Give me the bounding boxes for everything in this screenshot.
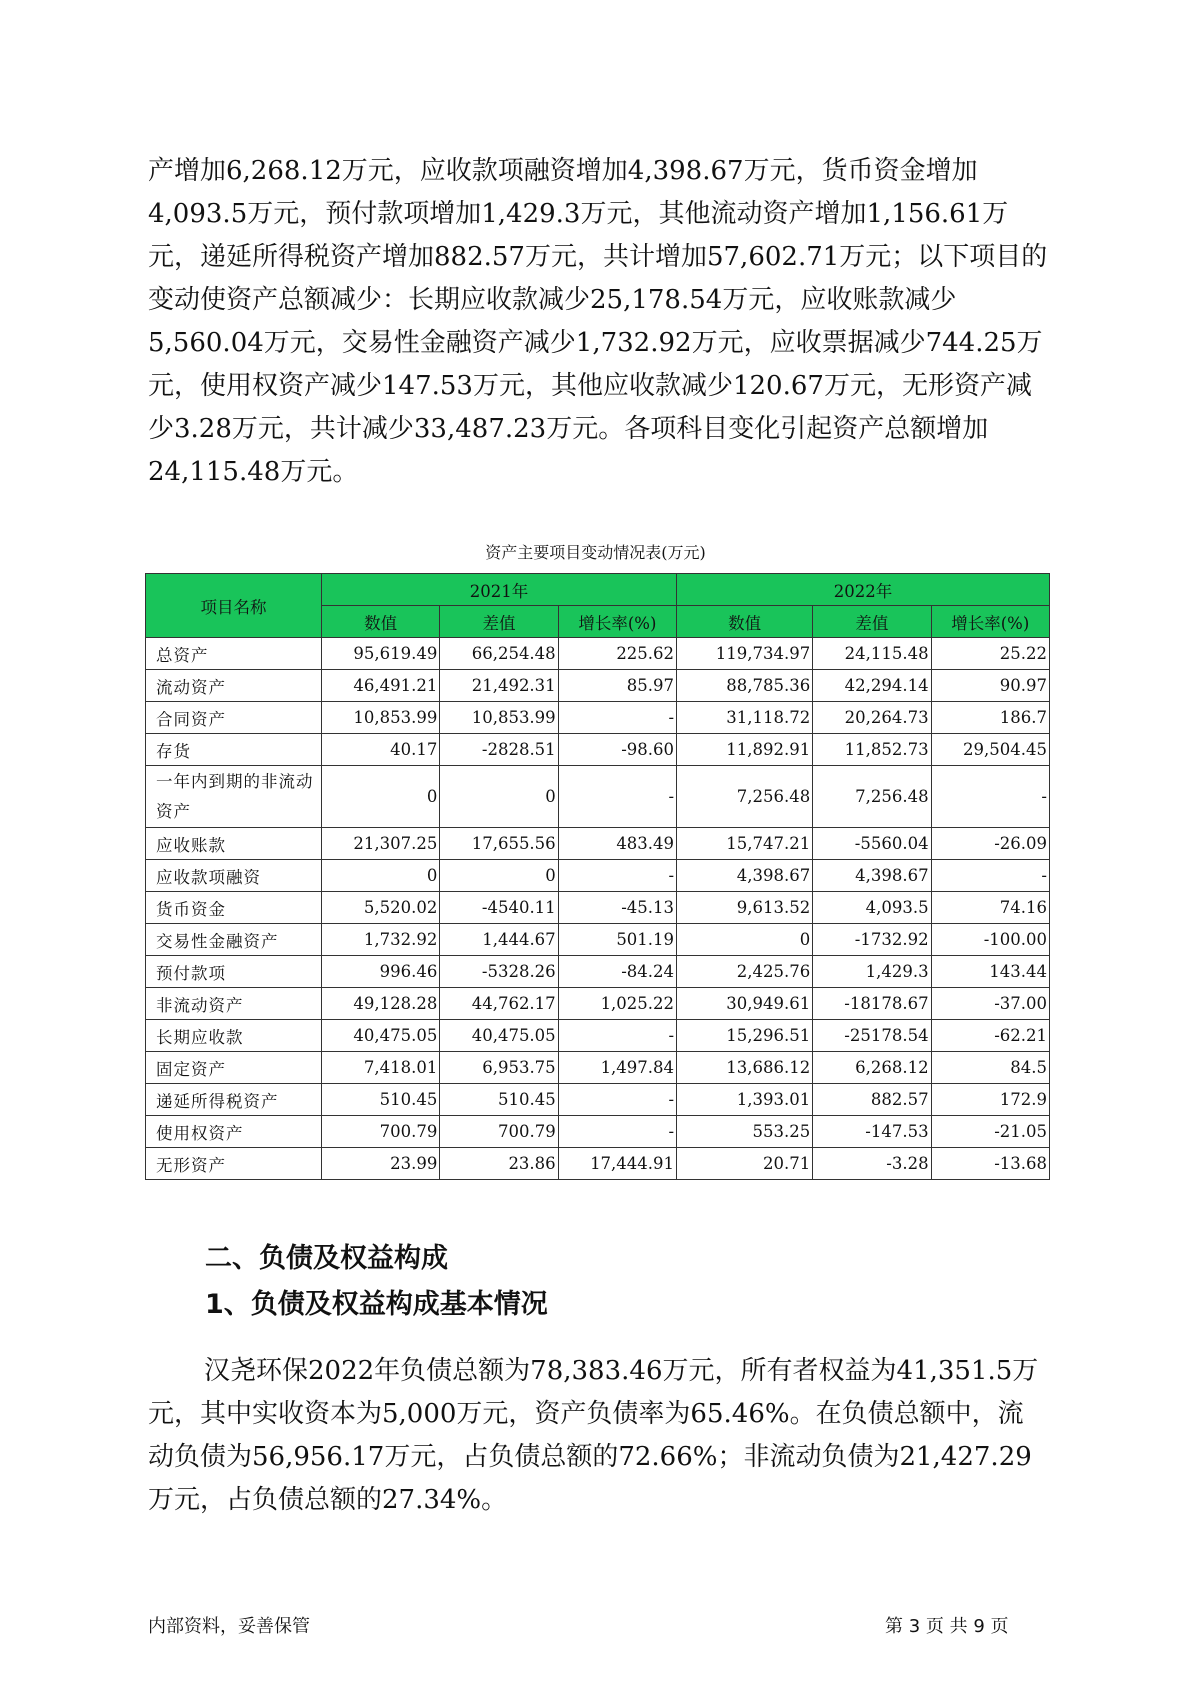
row-cell: 31,118.72 [677,702,813,734]
row-item-name: 合同资产 [146,702,322,734]
table-row [146,702,1050,734]
row-cell: 46,491.21 [321,670,439,702]
row-item-name: 非流动资产 [146,988,322,1020]
row-cell: 20.71 [677,1148,813,1180]
row-cell: 510.45 [321,1084,439,1116]
row-cell: 5,520.02 [321,892,439,924]
row-cell: 996.46 [321,956,439,988]
row-cell: -4540.11 [440,892,558,924]
row-cell: 11,852.73 [813,734,931,766]
table-row [146,638,1050,670]
row-cell: 74.16 [931,892,1049,924]
row-cell: 40,475.05 [440,1020,558,1052]
table-row [146,1116,1050,1148]
subsection-heading: 1、负债及权益构成基本情况 [205,1289,548,1320]
subheader-growth-2022: 增长率(%) [931,606,1049,638]
row-cell: 2,425.76 [677,956,813,988]
row-cell: 49,128.28 [321,988,439,1020]
row-cell: 10,853.99 [440,702,558,734]
row-cell: 84.5 [931,1052,1049,1084]
table-caption: 资产主要项目变动情况表(万元) [485,543,706,562]
footer-confidential-note: 内部资料，妥善保管 [148,1616,310,1637]
footer-page-number: 第 3 页 共 9 页 [885,1616,1009,1637]
row-cell: - [931,766,1049,828]
section-heading: 二、负债及权益构成 [205,1243,448,1274]
header-item-name: 项目名称 [146,574,322,638]
row-cell: -45.13 [558,892,676,924]
row-item-name: 无形资产 [146,1148,322,1180]
row-cell: 0 [321,860,439,892]
row-cell: -62.21 [931,1020,1049,1052]
row-cell: 0 [440,766,558,828]
row-cell: 85.97 [558,670,676,702]
row-cell: 66,254.48 [440,638,558,670]
table-row [146,1020,1050,1052]
table-row [146,924,1050,956]
row-cell: 186.7 [931,702,1049,734]
row-cell: -84.24 [558,956,676,988]
row-cell: -5328.26 [440,956,558,988]
row-cell: - [558,1116,676,1148]
row-cell: 4,398.67 [677,860,813,892]
row-cell: -98.60 [558,734,676,766]
table-body [146,638,1050,1180]
row-cell: 225.62 [558,638,676,670]
row-cell: 7,256.48 [677,766,813,828]
row-cell: 25.22 [931,638,1049,670]
row-cell: 7,256.48 [813,766,931,828]
row-cell: 4,093.5 [813,892,931,924]
row-cell: 40,475.05 [321,1020,439,1052]
row-cell: 21,307.25 [321,828,439,860]
row-cell: 1,497.84 [558,1052,676,1084]
row-cell: 119,734.97 [677,638,813,670]
row-cell: -18178.67 [813,988,931,1020]
row-cell: 11,892.91 [677,734,813,766]
row-cell: -37.00 [931,988,1049,1020]
row-item-name: 总资产 [146,638,322,670]
subheader-value-2022: 数值 [677,606,813,638]
row-cell: 1,429.3 [813,956,931,988]
row-cell: 0 [321,766,439,828]
row-cell: 95,619.49 [321,638,439,670]
row-cell: 1,732.92 [321,924,439,956]
row-cell: - [558,702,676,734]
row-cell: 1,393.01 [677,1084,813,1116]
row-cell: 23.86 [440,1148,558,1180]
row-cell: 6,953.75 [440,1052,558,1084]
row-cell: 700.79 [321,1116,439,1148]
row-item-name: 预付款项 [146,956,322,988]
row-cell: 0 [440,860,558,892]
row-cell: -21.05 [931,1116,1049,1148]
row-cell: 29,504.45 [931,734,1049,766]
row-cell: 510.45 [440,1084,558,1116]
row-cell: -5560.04 [813,828,931,860]
row-cell: -100.00 [931,924,1049,956]
row-cell: 40.17 [321,734,439,766]
row-cell: 9,613.52 [677,892,813,924]
table-row [146,766,1050,828]
row-cell: 0 [677,924,813,956]
subheader-diff-2021: 差值 [440,606,558,638]
row-cell: - [558,1020,676,1052]
row-cell: 501.19 [558,924,676,956]
row-cell: 553.25 [677,1116,813,1148]
row-cell: - [558,766,676,828]
row-cell: 90.97 [931,670,1049,702]
table-row [146,1084,1050,1116]
table-row [146,860,1050,892]
row-cell: -25178.54 [813,1020,931,1052]
table-row [146,988,1050,1020]
row-cell: 7,418.01 [321,1052,439,1084]
row-cell: 24,115.48 [813,638,931,670]
row-cell: -13.68 [931,1148,1049,1180]
row-cell: 30,949.61 [677,988,813,1020]
table-row [146,956,1050,988]
row-cell: 20,264.73 [813,702,931,734]
row-item-name: 应收款项融资 [146,860,322,892]
row-item-name: 使用权资产 [146,1116,322,1148]
row-cell: 44,762.17 [440,988,558,1020]
row-item-name: 货币资金 [146,892,322,924]
row-cell: 172.9 [931,1084,1049,1116]
header-year-2022: 2022年 [677,574,1050,606]
table-row [146,1052,1050,1084]
row-cell: 6,268.12 [813,1052,931,1084]
subheader-value-2021: 数值 [321,606,439,638]
asset-change-table [145,573,1050,1180]
row-cell: 4,398.67 [813,860,931,892]
row-cell: 143.44 [931,956,1049,988]
body-paragraph-assets: 产增加6,268.12万元，应收款项融资增加4,398.67万元，货币资金增加4,093.5万元，预付款项增加1,429.3万元，其他流动资产增加1,156.61万元，递延所得税资产增加882.57万元，共计增加57,602.71万元；以下项目的变动使资产总额减少：长期应收款减少25,178.54万元，应收账款减少5,560.04万元，交易性金融资产减少1,732.92万元，应收票据减少744.25万元，使用权资产减少147.53万元，其他应收款减少120.67万元，无形资产减少3.28万元，共计减少33,487.23万元。各项科目变化引起资产总额增加24,115.48万元。 [148,156,1048,487]
row-cell: 42,294.14 [813,670,931,702]
header-year-2021: 2021年 [321,574,676,606]
row-cell: -2828.51 [440,734,558,766]
table-row [146,1148,1050,1180]
row-cell: 13,686.12 [677,1052,813,1084]
row-item-name: 存货 [146,734,322,766]
table-row [146,892,1050,924]
row-cell: 17,444.91 [558,1148,676,1180]
row-cell: -3.28 [813,1148,931,1180]
row-cell: - [558,860,676,892]
row-cell: - [931,860,1049,892]
row-item-name: 固定资产 [146,1052,322,1084]
row-cell: -1732.92 [813,924,931,956]
row-cell: 10,853.99 [321,702,439,734]
row-item-name: 递延所得税资产 [146,1084,322,1116]
subheader-growth-2021: 增长率(%) [558,606,676,638]
row-cell: 700.79 [440,1116,558,1148]
row-cell: -147.53 [813,1116,931,1148]
row-cell: 15,747.21 [677,828,813,860]
subheader-diff-2022: 差值 [813,606,931,638]
table-row [146,828,1050,860]
row-item-name: 一年内到期的非流动资产 [146,766,322,828]
row-cell: 17,655.56 [440,828,558,860]
row-item-name: 长期应收款 [146,1020,322,1052]
row-cell: 1,444.67 [440,924,558,956]
row-item-name: 交易性金融资产 [146,924,322,956]
row-cell: - [558,1084,676,1116]
row-cell: 88,785.36 [677,670,813,702]
row-item-name: 应收账款 [146,828,322,860]
row-cell: 882.57 [813,1084,931,1116]
row-cell: 21,492.31 [440,670,558,702]
row-cell: 15,296.51 [677,1020,813,1052]
table-row [146,670,1050,702]
row-item-name: 流动资产 [146,670,322,702]
row-cell: -26.09 [931,828,1049,860]
row-cell: 483.49 [558,828,676,860]
row-cell: 23.99 [321,1148,439,1180]
table-row [146,734,1050,766]
body-paragraph-liabilities: 汉尧环保2022年负债总额为78,383.46万元，所有者权益为41,351.5万元，其中实收资本为5,000万元，资产负债率为65.46%。在负债总额中，流动负债为56,956.17万元，占负债总额的72.66%；非流动负债为21,427.29万元，占负债总额的27.34%。 [148,1356,1039,1515]
row-cell: 1,025.22 [558,988,676,1020]
